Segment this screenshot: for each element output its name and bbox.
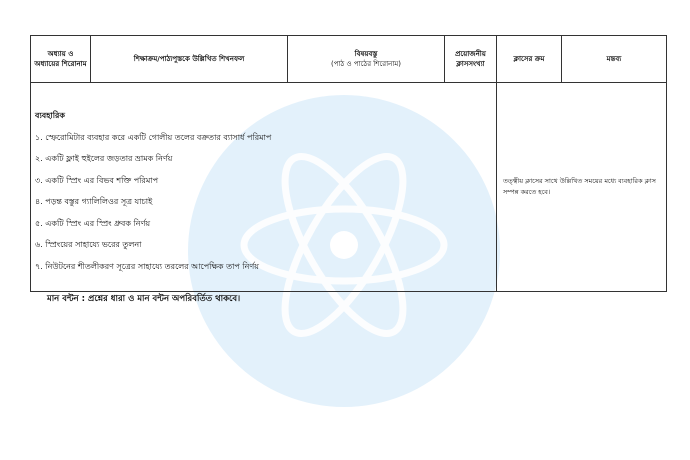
header-class-order: ক্লাসের ক্রম [497,36,562,83]
practical-heading: ব্যবহারিক [35,110,66,120]
remark-text: তত্ত্বীয় ক্লাসের সাথে উল্লিখিত সময়ের মধ্যে ব্যবহারিক ক্লাস সম্পন্ন করতে হবে। [503,176,656,196]
remark-cell [497,83,667,292]
table-row [31,83,667,292]
practical-item: ৪. পড়ন্ত বস্তুর গ্যালিলিওর সূত্র যাচাই [35,197,153,207]
practical-item: ১. স্ফেরোমিটার ব্যবহার করে একটি গোলীয় তলের বক্রতার ব্যাসার্ধ পরিমাপ [35,132,272,142]
header-remarks: মন্তব্য [562,36,667,83]
practical-item: ৭. নিউটনের শীতলীকরণ সূত্রের সাহায্যে তরলের আপেক্ষিক তাপ নির্ণয় [35,261,259,271]
practical-item: ৫. একটি স্প্রিং এর স্প্রিং ধ্রুবক নির্ণয় [35,218,151,228]
header-class-count: প্রয়োজনীয় ক্লাসসংখ্যা [445,36,497,83]
syllabus-table [30,35,667,292]
marks-distribution-note: মান বন্টন : প্রশ্নের ধারা ও মান বন্টন অপরিবর্তিত থাকবে। [47,294,241,304]
practical-item: ২. একটি ফ্লাই হুইলের জড়তার ভ্রামক নির্ণয় [35,154,173,164]
header-content-title: বিষয়বস্তু [354,49,378,58]
header-learning-outcomes: শিক্ষাক্রম/পাঠ্যপুস্তকে উল্লিখিত শিখনফল [91,36,288,83]
header-content-subtitle: (পাঠ ও পাঠের শিরোনাম) [331,60,401,68]
practical-item: ৬. স্প্রিংয়ের সাহায্যে ভরের তুলনা [35,240,142,250]
table-header-row [31,36,667,83]
header-content [288,36,445,83]
practical-item: ৩. একটি স্প্রিং এর বিভব শক্তি পরিমাপ [35,175,159,185]
practical-cell [31,83,497,292]
header-chapter: অধ্যায় ও অধ্যায়ের শিরোনাম [31,36,91,83]
